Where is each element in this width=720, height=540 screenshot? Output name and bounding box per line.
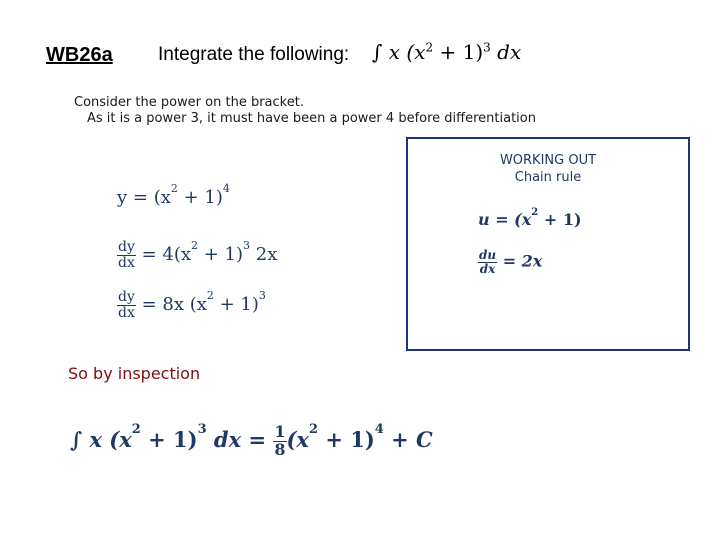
integral-prefix: ∫ x (x bbox=[372, 40, 426, 64]
integral-suffix: dx bbox=[490, 40, 522, 64]
du-numerator: du bbox=[479, 248, 497, 262]
u-definition bbox=[478, 206, 582, 229]
inspection-label: So by inspection bbox=[68, 364, 201, 383]
du-dx-denominator: dx bbox=[479, 261, 496, 276]
final-exp2a: 2 bbox=[131, 421, 141, 437]
du-dx-fraction bbox=[478, 249, 497, 275]
l1-exp2: 4 bbox=[222, 182, 230, 195]
instruction-text: Integrate the following: bbox=[158, 44, 350, 65]
worksheet-code: WB26a bbox=[46, 44, 113, 66]
final-exp2b: 2 bbox=[308, 421, 319, 437]
final-rhs-c: + C bbox=[383, 426, 433, 452]
du-deriv-right: = 2x bbox=[497, 251, 543, 271]
working-out-title: WORKING OUT bbox=[499, 153, 597, 168]
u-left: u = (x bbox=[478, 210, 532, 229]
integral-exp3: 3 bbox=[483, 40, 491, 55]
final-rhs-a: (x bbox=[286, 426, 309, 452]
final-exp3: 3 bbox=[197, 421, 207, 437]
l3-right-a: = 8x (x bbox=[135, 294, 207, 316]
dx-denominator-2: dx bbox=[118, 304, 135, 321]
l1-right: + 1) bbox=[177, 187, 223, 208]
dy-numerator-2: dy bbox=[118, 289, 135, 305]
one-eighth-fraction bbox=[273, 424, 286, 459]
step-y-equation bbox=[117, 182, 230, 208]
final-lhs-a: ∫ x (x bbox=[70, 426, 132, 452]
integral-mid: + 1) bbox=[433, 40, 484, 64]
final-answer bbox=[70, 421, 433, 459]
step-simplified bbox=[117, 290, 266, 320]
step-derivative bbox=[117, 240, 277, 270]
note-line-1: Consider the power on the bracket. bbox=[74, 95, 304, 110]
dy-dx-fraction-2 bbox=[117, 290, 136, 320]
note-line-2: As it is a power 3, it must have been a power 4 before differentiation bbox=[87, 111, 536, 126]
l3-right-b: + 1) bbox=[213, 294, 259, 316]
l2-exp: 2 bbox=[191, 239, 199, 253]
u-exp: 2 bbox=[531, 206, 539, 218]
u-right: + 1) bbox=[538, 210, 582, 229]
l2-right-a: = 4(x bbox=[135, 244, 192, 266]
l3-exp2: 3 bbox=[258, 289, 266, 303]
l2-right-c: 2x bbox=[250, 244, 278, 266]
final-lhs-c: dx = bbox=[206, 426, 274, 452]
l1-left: y = (x bbox=[117, 187, 171, 208]
dy-numerator: dy bbox=[118, 239, 135, 255]
working-out-box bbox=[406, 137, 690, 351]
fraction-denominator: 8 bbox=[274, 439, 286, 459]
dx-denominator: dx bbox=[118, 254, 135, 271]
final-lhs-b: + 1) bbox=[140, 426, 198, 452]
final-rhs-b: + 1) bbox=[318, 426, 375, 452]
integral-exp2: 2 bbox=[425, 40, 434, 55]
dy-dx-fraction bbox=[117, 240, 136, 270]
l2-exp2: 3 bbox=[243, 239, 251, 253]
l1-exp: 2 bbox=[170, 182, 178, 195]
du-dx-definition bbox=[478, 249, 542, 275]
l3-exp: 2 bbox=[206, 289, 214, 303]
l2-right-b: + 1) bbox=[198, 244, 244, 266]
question-integral bbox=[372, 40, 521, 64]
fraction-numerator: 1 bbox=[274, 422, 286, 441]
final-exp4: 4 bbox=[374, 421, 384, 437]
chain-rule-label: Chain rule bbox=[514, 170, 582, 185]
